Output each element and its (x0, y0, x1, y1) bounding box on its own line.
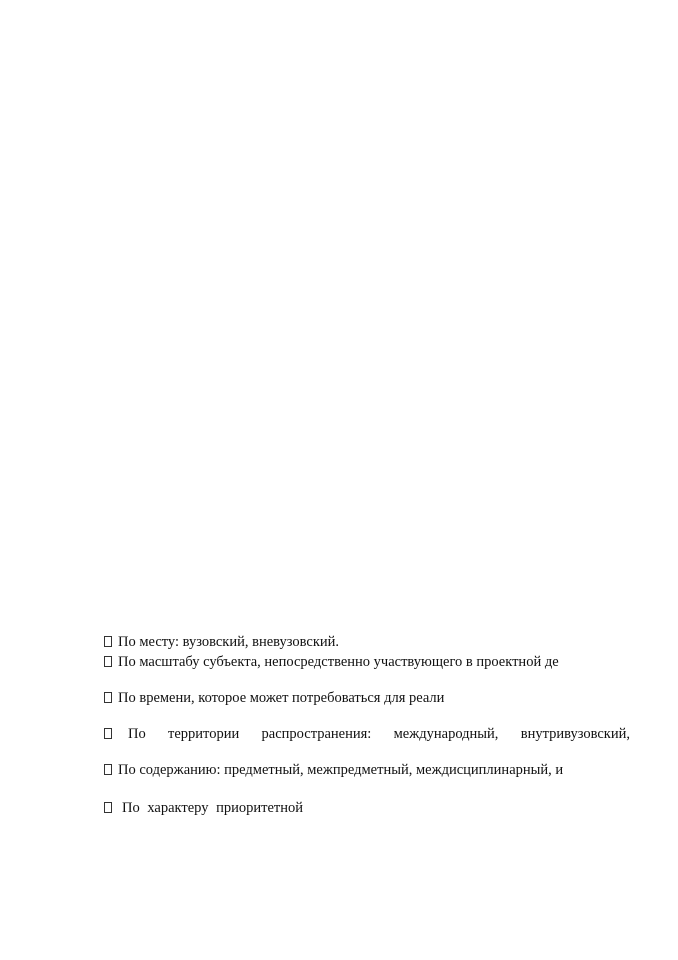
square-bullet-icon (104, 636, 112, 647)
list-item-text: По характеру приоритетной (122, 800, 303, 816)
list-item (104, 633, 339, 651)
list-item (104, 653, 559, 671)
square-bullet-icon (104, 692, 112, 703)
list-item (104, 761, 563, 779)
list-item (104, 725, 630, 743)
square-bullet-icon (104, 728, 112, 739)
list-item-text: По времени, которое может потребоваться для реали (118, 690, 445, 706)
square-bullet-icon (104, 656, 112, 667)
list-item-text: По территории распространения: международный, внутривузовский, (128, 726, 630, 742)
list-item-text: По месту: вузовский, вневузовский. (118, 634, 340, 650)
list-item (104, 689, 444, 707)
list-item-text: По масштабу субъекта, непосредственно участвующего в проектной де (118, 654, 559, 670)
list-item-text: По содержанию: предметный, межпредметный, междисциплинарный, и (118, 762, 564, 778)
square-bullet-icon (104, 764, 112, 775)
list-item (104, 799, 303, 817)
square-bullet-icon (104, 802, 112, 813)
